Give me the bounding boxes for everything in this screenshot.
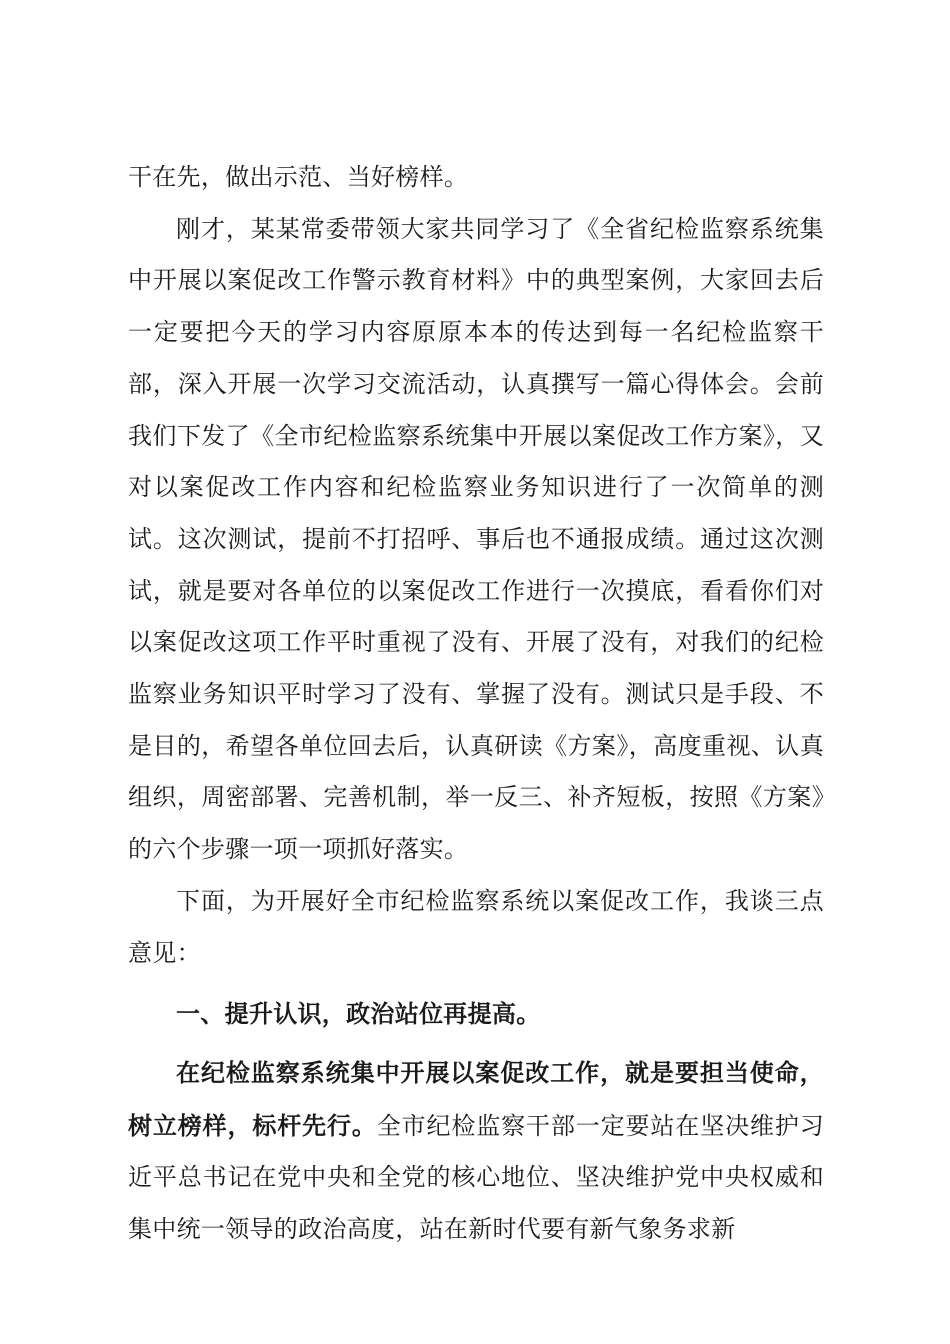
paragraph-continuation: 干在先，做出示范、当好榜样。	[128, 163, 469, 191]
paragraph-three-points-intro: 下面，为开展好全市纪检监察系统以案促改工作，我谈三点意见：	[128, 886, 824, 967]
paragraph-body-text: 全市纪检监察干部一定要站在坚决维护习近平总书记在党中央和全党的核心地位、坚决维护党中央权威和集中统一领导的政治高度，站在新时代要有新气象务求新	[128, 1111, 824, 1244]
paragraph-lead-sentence: 在纪检监察系统集中开展以案促改工作，就是要担当使命，树立榜样，标杆先行。	[128, 1057, 824, 1140]
paragraph-section-1	[128, 1047, 824, 1256]
document-page	[128, 152, 824, 1256]
paragraph-study-review: 刚才，某某常委带领大家共同学习了《全省纪检监察系统集中开展以案促改工作警示教育材料》中的典型案例，大家回去后一定要把今天的学习内容原原本本的传达到每一名纪检监察干部，深入开展一次学习交流活动，认真撰写一篇心得体会。会前我们下发了《全市纪检监察系统集中开展以案促改工作方案》，又对以案促改工作内容和纪检监察业务知识进行了一次简单的测试。这次测试，提前不打招呼、事后也不通报成绩。通过这次测试，就是要对各单位的以案促改工作进行一次摸底，看看你们对以案促改这项工作平时重视了没有、开展了没有，对我们的纪检监察业务知识平时学习了没有、掌握了没有。测试只是手段、不是目的，希望各单位回去后，认真研读《方案》，高度重视、认真组织，周密部署、完善机制，举一反三、补齐短板，按照《方案》的六个步骤一项一项抓好落实。	[128, 214, 824, 864]
section-heading-1: 一、提升认识，政治站位再提高。	[176, 1000, 541, 1029]
